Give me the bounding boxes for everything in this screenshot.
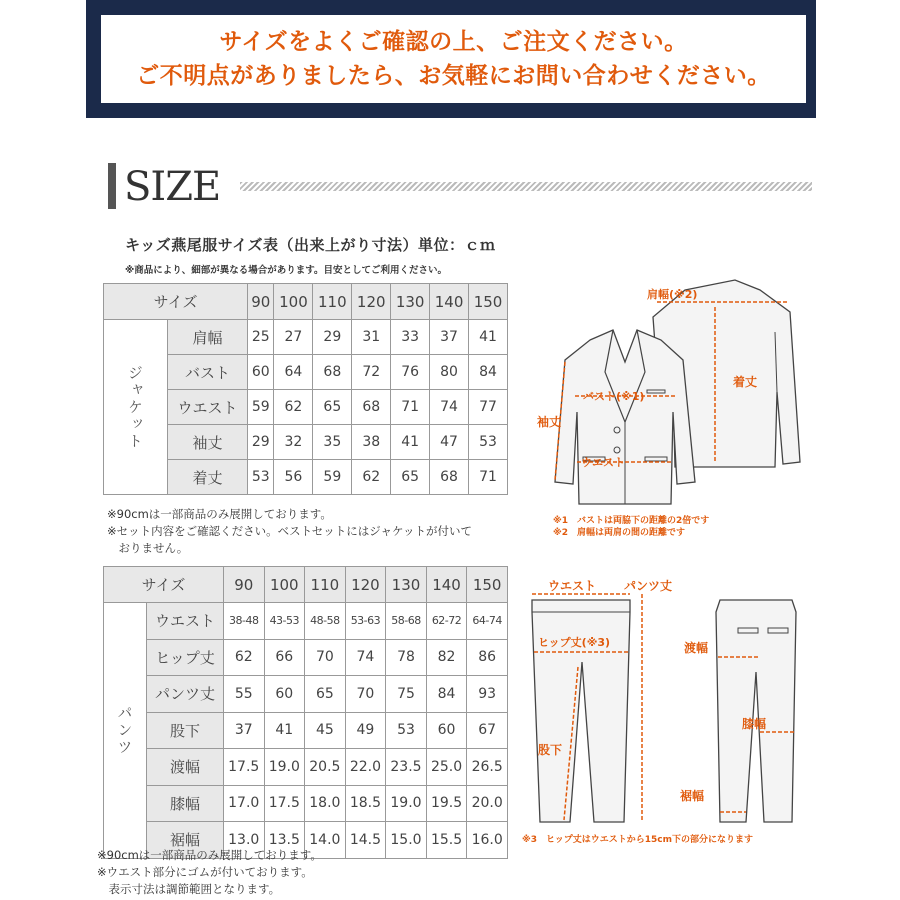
table-cell: 56 [274, 460, 313, 495]
table-row [104, 676, 508, 713]
note-line: ※2 肩幅は両肩の間の距離です [553, 528, 686, 538]
note-line: ※90cmは一部商品のみ展開しております。 [97, 848, 322, 862]
size-header: 100 [264, 567, 305, 603]
row-label: ウエスト [147, 603, 224, 640]
row-label: ヒップ丈 [147, 639, 224, 676]
table-cell: 75 [386, 676, 427, 713]
length-label: 着丈 [733, 375, 758, 389]
pants-notes [97, 847, 517, 898]
table-cell: 65 [391, 460, 430, 495]
note-line: ※セット内容をご確認ください。ベストセットにはジャケットが付いて [107, 524, 472, 538]
jacket-group-label: ジャケット [104, 320, 168, 495]
table-cell: 62 [274, 390, 313, 425]
size-header-label: サイズ [104, 284, 248, 320]
hip-label: ヒップ丈(※3) [538, 636, 611, 649]
table-cell: 49 [345, 712, 386, 749]
size-header: 130 [386, 567, 427, 603]
table-cell: 25.0 [426, 749, 467, 786]
table-cell: 47 [430, 425, 469, 460]
table-heading: キッズ燕尾服サイズ表（出来上がり寸法）単位：ｃｍ [125, 236, 496, 254]
jacket-notes [107, 506, 517, 557]
table-row [104, 712, 508, 749]
table-cell: 53 [248, 460, 274, 495]
section-title-bar [108, 163, 116, 209]
size-header: 90 [248, 284, 274, 320]
bust-label: バスト(※1) [583, 390, 645, 403]
table-subnote: ※商品により、細部が異なる場合があります。目安としてご利用ください。 [125, 265, 447, 276]
table-cell: 74 [430, 390, 469, 425]
row-label: 股下 [147, 712, 224, 749]
hem-label: 裾幅 [680, 789, 705, 803]
table-cell: 19.0 [264, 749, 305, 786]
waist-label: ウエスト [581, 456, 625, 469]
knee-label: 膝幅 [742, 717, 767, 731]
sleeve-label: 袖丈 [537, 415, 562, 429]
row-label: パンツ丈 [147, 676, 224, 713]
table-cell: 70 [305, 639, 346, 676]
note-line: ※1 バストは両脇下の距離の2倍です [553, 516, 710, 526]
table-cell: 72 [352, 355, 391, 390]
table-cell: 22.0 [345, 749, 386, 786]
waist-label: ウエスト [548, 579, 597, 593]
notice-line-1: サイズをよくご確認の上、ご注文ください。 [219, 29, 688, 55]
table-cell: 65 [305, 676, 346, 713]
table-cell: 38 [352, 425, 391, 460]
jacket-size-table [103, 283, 508, 495]
table-cell: 59 [248, 390, 274, 425]
table-cell: 71 [391, 390, 430, 425]
size-header: 140 [426, 567, 467, 603]
table-cell: 14.5 [345, 822, 386, 859]
thigh-label: 渡幅 [684, 641, 709, 655]
table-cell: 65 [313, 390, 352, 425]
table-cell: 16.0 [467, 822, 508, 859]
table-cell: 23.5 [386, 749, 427, 786]
table-cell: 17.5 [264, 785, 305, 822]
table-cell: 41 [264, 712, 305, 749]
table-cell: 13.0 [223, 822, 264, 859]
size-header: 120 [352, 284, 391, 320]
table-cell: 33 [391, 320, 430, 355]
table-cell: 20.5 [305, 749, 346, 786]
table-cell: 43-53 [264, 603, 305, 640]
table-cell: 19.5 [426, 785, 467, 822]
table-cell: 53 [469, 425, 508, 460]
pants-group-label: パンツ [104, 603, 147, 859]
table-cell: 29 [313, 320, 352, 355]
table-row [104, 320, 508, 355]
row-label: 袖丈 [168, 425, 248, 460]
table-cell: 38-48 [223, 603, 264, 640]
note-line: ※ウエスト部分にゴムが付いております。 [97, 865, 313, 879]
table-cell: 17.5 [223, 749, 264, 786]
table-cell: 45 [305, 712, 346, 749]
pants-diagram [520, 572, 810, 832]
table-cell: 64 [274, 355, 313, 390]
section-divider [240, 182, 812, 191]
table-row [104, 603, 508, 640]
jacket-diagram [525, 272, 815, 512]
table-cell: 77 [469, 390, 508, 425]
note-line: おりません。 [107, 541, 189, 555]
table-cell: 53-63 [345, 603, 386, 640]
table-cell: 60 [426, 712, 467, 749]
table-cell: 20.0 [467, 785, 508, 822]
table-cell: 68 [430, 460, 469, 495]
table-cell: 18.0 [305, 785, 346, 822]
size-header: 110 [305, 567, 346, 603]
pants-front-shape [532, 600, 630, 822]
size-header: 130 [391, 284, 430, 320]
notice-banner-inner [101, 15, 806, 103]
size-header-label: サイズ [104, 567, 224, 603]
table-cell: 17.0 [223, 785, 264, 822]
table-cell: 32 [274, 425, 313, 460]
table-cell: 68 [313, 355, 352, 390]
table-cell: 14.0 [305, 822, 346, 859]
row-label: 着丈 [168, 460, 248, 495]
table-cell: 82 [426, 639, 467, 676]
pants-size-table [103, 566, 508, 859]
table-row [104, 785, 508, 822]
table-header-row [104, 284, 508, 320]
table-cell: 71 [469, 460, 508, 495]
table-cell: 68 [352, 390, 391, 425]
table-cell: 19.0 [386, 785, 427, 822]
table-cell: 70 [345, 676, 386, 713]
pants-length-label: パンツ丈 [624, 579, 673, 593]
row-label: 裾幅 [147, 822, 224, 859]
table-cell: 59 [313, 460, 352, 495]
table-cell: 31 [352, 320, 391, 355]
size-header: 110 [313, 284, 352, 320]
table-cell: 84 [469, 355, 508, 390]
table-cell: 41 [469, 320, 508, 355]
table-cell: 26.5 [467, 749, 508, 786]
table-cell: 66 [264, 639, 305, 676]
table-cell: 76 [391, 355, 430, 390]
table-cell: 74 [345, 639, 386, 676]
notice-banner [86, 0, 816, 118]
row-label: ウエスト [168, 390, 248, 425]
note-line: ※90cmは一部商品のみ展開しております。 [107, 507, 332, 521]
shoulder-label: 肩幅(※2) [647, 288, 698, 301]
table-cell: 64-74 [467, 603, 508, 640]
table-cell: 60 [264, 676, 305, 713]
table-cell: 80 [430, 355, 469, 390]
table-cell: 15.5 [426, 822, 467, 859]
inseam-label: 股下 [538, 743, 563, 757]
table-cell: 53 [386, 712, 427, 749]
table-row [104, 749, 508, 786]
table-cell: 27 [274, 320, 313, 355]
table-cell: 13.5 [264, 822, 305, 859]
table-cell: 15.0 [386, 822, 427, 859]
note-line: 表示寸法は調節範囲となります。 [97, 882, 281, 896]
size-header: 150 [467, 567, 508, 603]
table-cell: 60 [248, 355, 274, 390]
table-cell: 58-68 [386, 603, 427, 640]
size-header: 150 [469, 284, 508, 320]
note-line: ※3 ヒップ丈はウエストから15cm下の部分になります [522, 835, 753, 845]
table-cell: 62-72 [426, 603, 467, 640]
notice-line-2: ご不明点がありましたら、お気軽にお問い合わせください。 [136, 63, 771, 89]
table-cell: 55 [223, 676, 264, 713]
row-label: 肩幅 [168, 320, 248, 355]
pants-diagram-note [522, 834, 753, 846]
size-header: 90 [223, 567, 264, 603]
size-header: 120 [345, 567, 386, 603]
size-header: 100 [274, 284, 313, 320]
table-cell: 48-58 [305, 603, 346, 640]
table-row [104, 639, 508, 676]
size-header: 140 [430, 284, 469, 320]
table-cell: 84 [426, 676, 467, 713]
jacket-diagram-notes [553, 515, 709, 539]
table-cell: 93 [467, 676, 508, 713]
table-cell: 86 [467, 639, 508, 676]
table-cell: 41 [391, 425, 430, 460]
table-cell: 29 [248, 425, 274, 460]
table-cell: 37 [223, 712, 264, 749]
table-cell: 62 [223, 639, 264, 676]
row-label: 膝幅 [147, 785, 224, 822]
table-cell: 67 [467, 712, 508, 749]
table-cell: 37 [430, 320, 469, 355]
table-cell: 18.5 [345, 785, 386, 822]
table-cell: 35 [313, 425, 352, 460]
row-label: バスト [168, 355, 248, 390]
table-header-row [104, 567, 508, 603]
section-title: SIZE [124, 164, 221, 210]
table-cell: 25 [248, 320, 274, 355]
table-cell: 62 [352, 460, 391, 495]
table-cell: 78 [386, 639, 427, 676]
row-label: 渡幅 [147, 749, 224, 786]
